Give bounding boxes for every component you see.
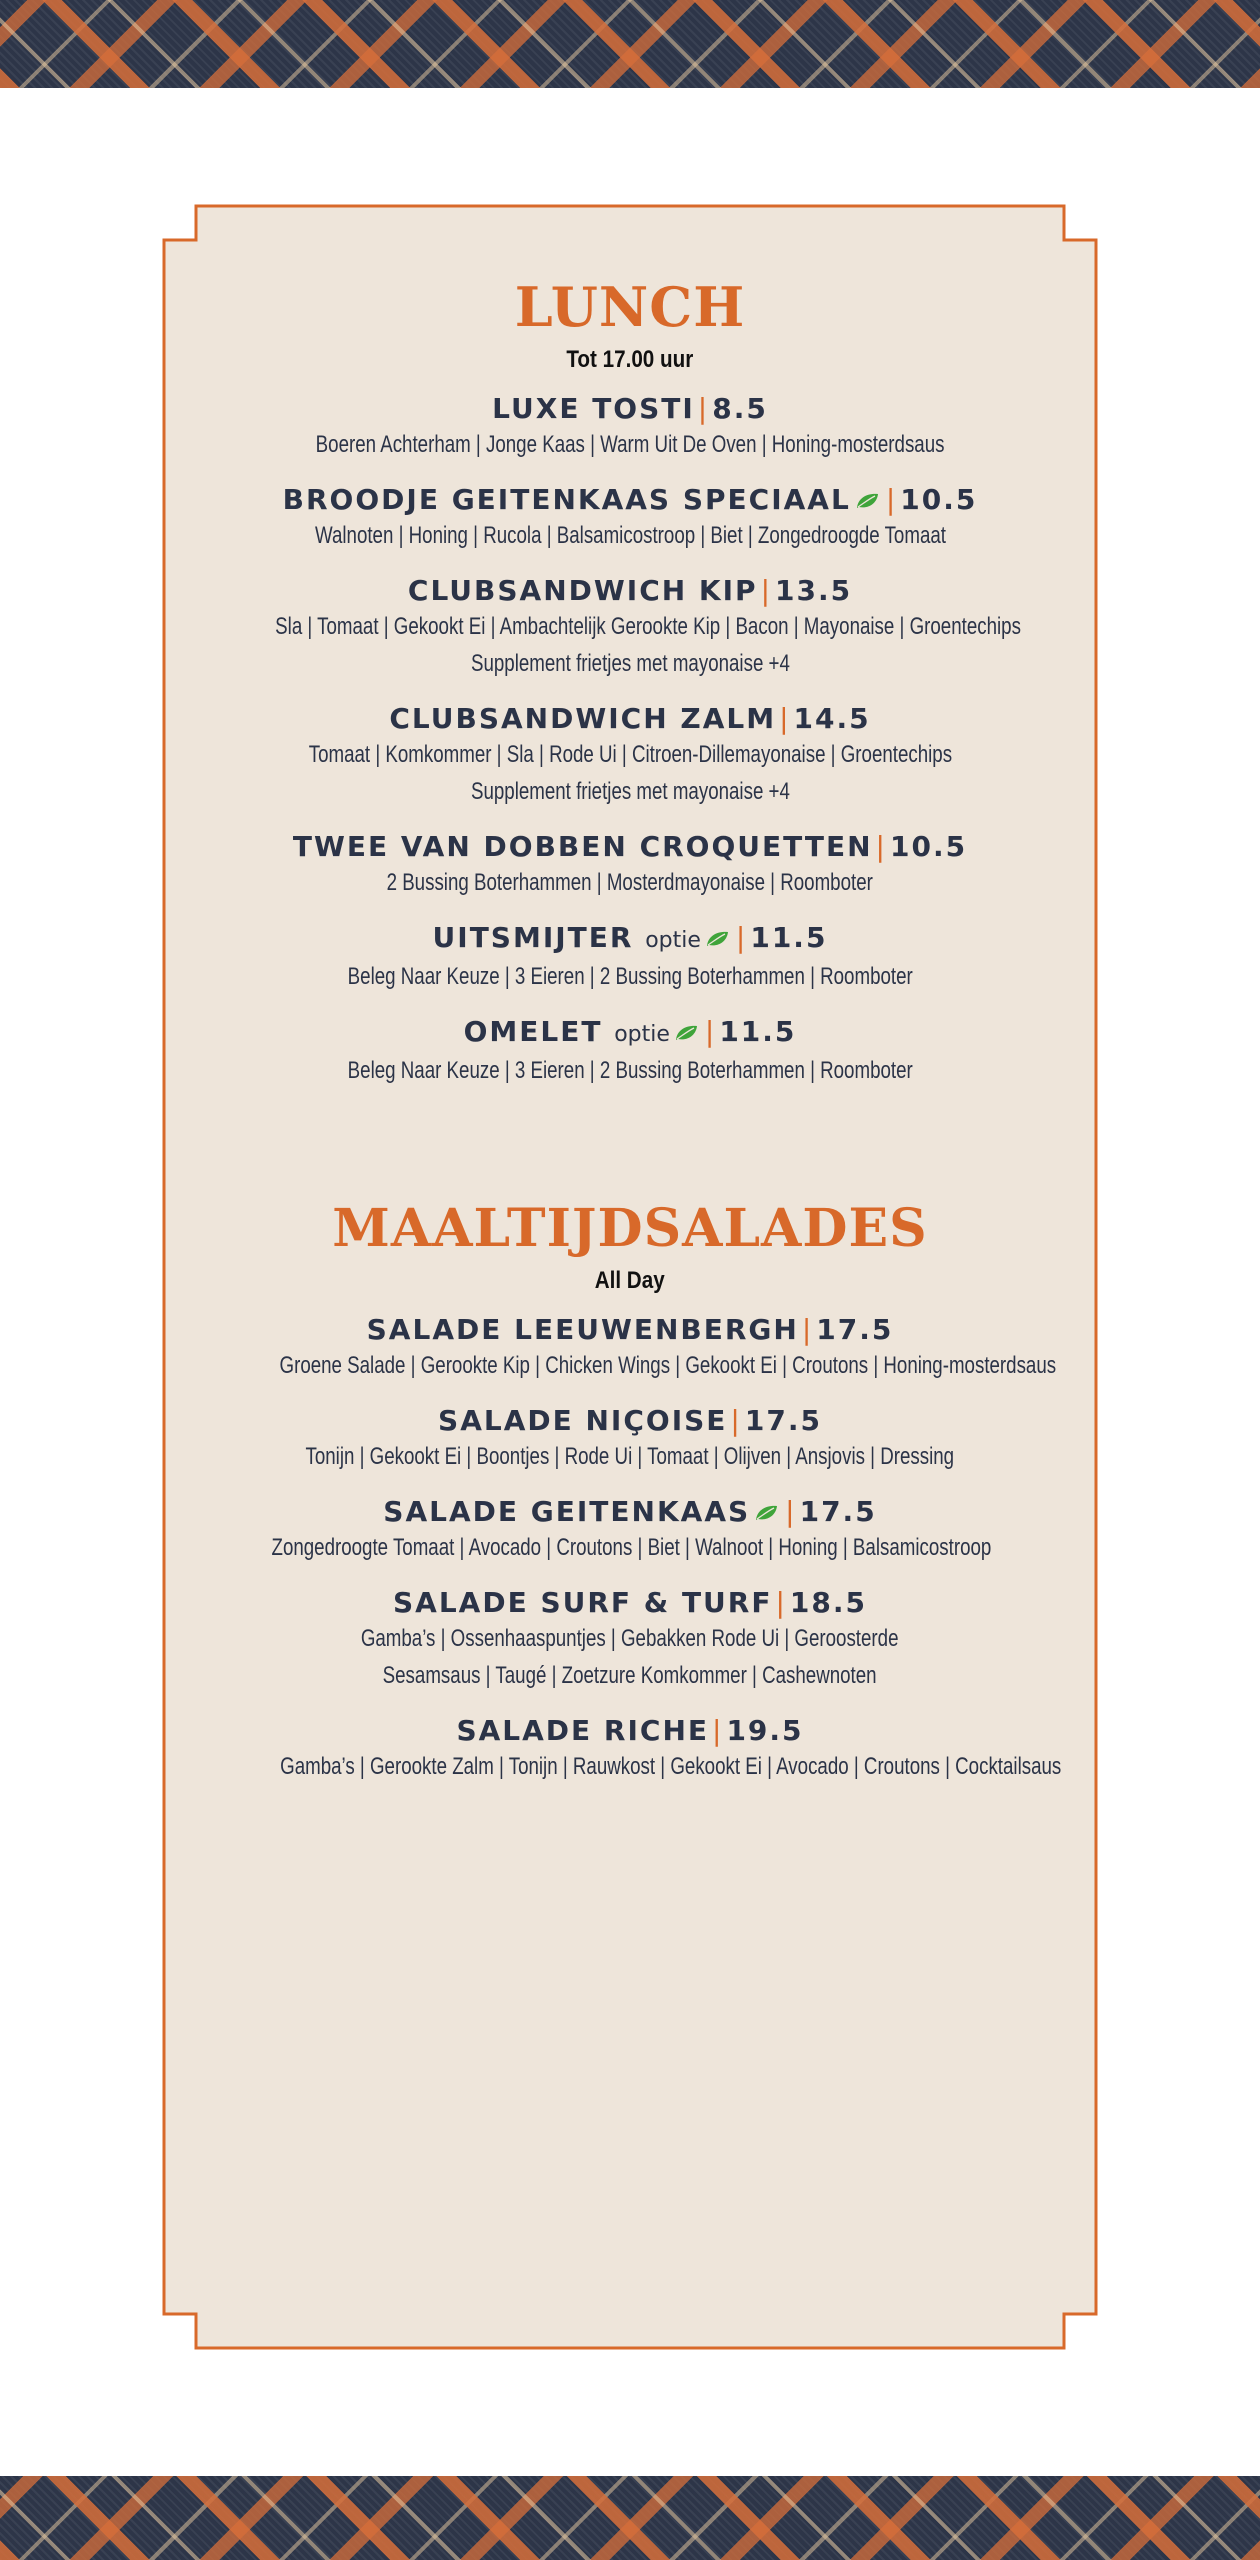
menu-item-description: Sla | Tomaat | Gekookt Ei | Ambachtelijk Gerookte Kip | Bacon | Mayonaise | Groentechips xyxy=(275,613,1021,640)
menu-item-description: Supplement frietjes met mayonaise +4 xyxy=(470,650,790,677)
menu-item xyxy=(170,572,1090,684)
price-separator: | xyxy=(885,483,898,516)
price-separator: | xyxy=(712,1714,724,1747)
price-separator: | xyxy=(785,1495,797,1528)
menu-item-price: 18.5 xyxy=(789,1586,868,1619)
lunch-subtitle: Tot 17.00 uur xyxy=(566,346,694,373)
menu-item xyxy=(170,1311,1090,1386)
tartan-banner-top xyxy=(0,0,1260,88)
menu-item-title xyxy=(170,1584,1090,1622)
menu-item-description-line xyxy=(170,1531,1090,1568)
menu-item-name: UITSMIJTER xyxy=(432,921,634,954)
salads-title: MAALTIJDSALADES xyxy=(332,1198,928,1259)
menu-item-description: Supplement frietjes met mayonaise +4 xyxy=(470,778,790,805)
menu-item-price: 17.5 xyxy=(799,1495,877,1528)
menu-item-name: SALADE SURF & TURF xyxy=(392,1586,773,1619)
salads-items xyxy=(170,1311,1090,1787)
menu-item-name: TWEE VAN DOBBEN CROQUETTEN xyxy=(292,830,873,863)
option-label: optie xyxy=(645,928,701,953)
menu-item-title xyxy=(170,390,1090,428)
menu-item-description: Gamba’s | Gerookte Zalm | Tonijn | Rauwkost | Gekookt Ei | Avocado | Croutons | Cocktailsaus xyxy=(280,1753,1062,1780)
menu-item-title xyxy=(170,481,1090,519)
price-separator: | xyxy=(760,574,772,607)
vegetarian-leaf-icon xyxy=(754,1504,778,1522)
menu-item-description-line xyxy=(170,428,1090,465)
price-separator: | xyxy=(875,830,887,863)
salads-section xyxy=(170,1198,1090,1787)
menu-item-description: Beleg Naar Keuze | 3 Eieren | 2 Bussing Boterhammen | Roomboter xyxy=(347,963,913,990)
menu-item-description: Beleg Naar Keuze | 3 Eieren | 2 Bussing Boterhammen | Roomboter xyxy=(347,1057,913,1084)
tartan-banner-bottom xyxy=(0,2476,1260,2560)
menu-item-price: 10.5 xyxy=(889,830,968,863)
menu-item-price: 14.5 xyxy=(793,702,871,735)
menu-item-title xyxy=(170,1311,1090,1349)
menu-item-name: SALADE GEITENKAAS xyxy=(383,1495,751,1528)
menu-item-name: CLUBSANDWICH ZALM xyxy=(389,702,777,735)
menu-item-name: OMELET xyxy=(463,1015,603,1048)
menu-item-description-line xyxy=(170,738,1090,775)
menu-item-price: 11.5 xyxy=(750,921,828,954)
price-separator: | xyxy=(697,392,710,425)
menu-item-title xyxy=(170,1402,1090,1440)
menu-item-description: Sesamsaus | Taugé | Zoetzure Komkommer | Cashewnoten xyxy=(383,1662,877,1689)
menu-item-title xyxy=(170,919,1090,960)
menu-item-description-line xyxy=(170,1054,1090,1091)
option-label: optie xyxy=(614,1022,670,1047)
menu-item-description-line xyxy=(170,1440,1090,1477)
menu-item-description: Boeren Achterham | Jonge Kaas | Warm Uit De Oven | Honing-mosterdsaus xyxy=(315,431,945,458)
menu-item-description: Walnoten | Honing | Rucola | Balsamicostroop | Biet | Zongedroogde Tomaat xyxy=(314,522,946,549)
menu-item-title xyxy=(170,1493,1090,1531)
menu-item-price: 19.5 xyxy=(726,1714,804,1747)
menu-item-description-line xyxy=(170,866,1090,903)
menu-item-description-line xyxy=(170,610,1090,647)
menu-item-title xyxy=(170,572,1090,610)
menu-item-description-line xyxy=(170,519,1090,556)
menu-item-title xyxy=(170,1712,1090,1750)
price-separator: | xyxy=(735,921,748,954)
menu-item-price: 13.5 xyxy=(775,574,853,607)
price-separator: | xyxy=(704,1015,717,1048)
price-separator: | xyxy=(801,1313,814,1346)
menu-item-price: 8.5 xyxy=(712,392,768,425)
menu-item xyxy=(170,828,1090,903)
menu-item xyxy=(170,1584,1090,1696)
menu-item-price: 11.5 xyxy=(719,1015,797,1048)
menu-item-name: SALADE RICHE xyxy=(456,1714,710,1747)
lunch-title: LUNCH xyxy=(514,275,746,339)
vegetarian-leaf-icon xyxy=(674,1024,698,1042)
menu-item xyxy=(170,700,1090,812)
menu-item-description: Gamba’s | Ossenhaaspuntjes | Gebakken Rode Ui | Geroosterde xyxy=(361,1625,899,1652)
menu-item-description: Groene Salade | Gerookte Kip | Chicken Wings | Gekookt Ei | Croutons | Honing-mosterdsaus xyxy=(279,1352,1057,1379)
lunch-items xyxy=(170,390,1090,1091)
menu-item xyxy=(170,481,1090,556)
menu-item-name: CLUBSANDWICH KIP xyxy=(407,574,758,607)
menu-item xyxy=(170,1712,1090,1787)
menu-item-description-line xyxy=(170,647,1090,684)
menu-item-price: 17.5 xyxy=(744,1404,822,1437)
menu-item-price: 10.5 xyxy=(900,483,978,516)
lunch-section xyxy=(170,275,1090,1091)
menu-item-title xyxy=(170,828,1090,866)
menu-item-description: Tonijn | Gekookt Ei | Boontjes | Rode Ui | Tomaat | Olijven | Ansjovis | Dressing xyxy=(305,1443,955,1470)
vegetarian-leaf-icon xyxy=(705,930,729,948)
menu-item-description: Tomaat | Komkommer | Sla | Rode Ui | Citroen-Dillemayonaise | Groentechips xyxy=(308,741,952,768)
menu-item-name: BROODJE GEITENKAAS SPECIAAL xyxy=(282,483,851,516)
menu-item-description: 2 Bussing Boterhammen | Mosterdmayonaise | Roomboter xyxy=(386,869,874,896)
menu-item-description-line xyxy=(170,775,1090,812)
menu-item xyxy=(170,390,1090,465)
vegetarian-leaf-icon xyxy=(855,492,879,510)
menu-item-description-line xyxy=(170,1349,1090,1386)
menu-item xyxy=(170,1493,1090,1568)
menu-item-name: LUXE TOSTI xyxy=(492,392,695,425)
menu-item-title xyxy=(170,1013,1090,1054)
price-separator: | xyxy=(775,1586,787,1619)
menu-item-description-line xyxy=(170,1622,1090,1659)
menu-item-description-line xyxy=(170,960,1090,997)
price-separator: | xyxy=(730,1404,742,1437)
menu-item-description: Zongedroogte Tomaat | Avocado | Croutons | Biet | Walnoot | Honing | Balsamicostroop xyxy=(271,1534,992,1561)
menu-item xyxy=(170,1402,1090,1477)
price-separator: | xyxy=(779,702,791,735)
menu-item-description-line xyxy=(170,1750,1090,1787)
menu-item-price: 17.5 xyxy=(816,1313,894,1346)
menu-item-description-line xyxy=(170,1659,1090,1696)
menu-item xyxy=(170,919,1090,997)
menu-item-name: SALADE NIÇOISE xyxy=(438,1404,728,1437)
menu-content xyxy=(170,212,1090,2342)
menu-item xyxy=(170,1013,1090,1091)
salads-subtitle: All Day xyxy=(595,1267,665,1294)
menu-item-name: SALADE LEEUWENBERGH xyxy=(366,1313,799,1346)
menu-item-title xyxy=(170,700,1090,738)
